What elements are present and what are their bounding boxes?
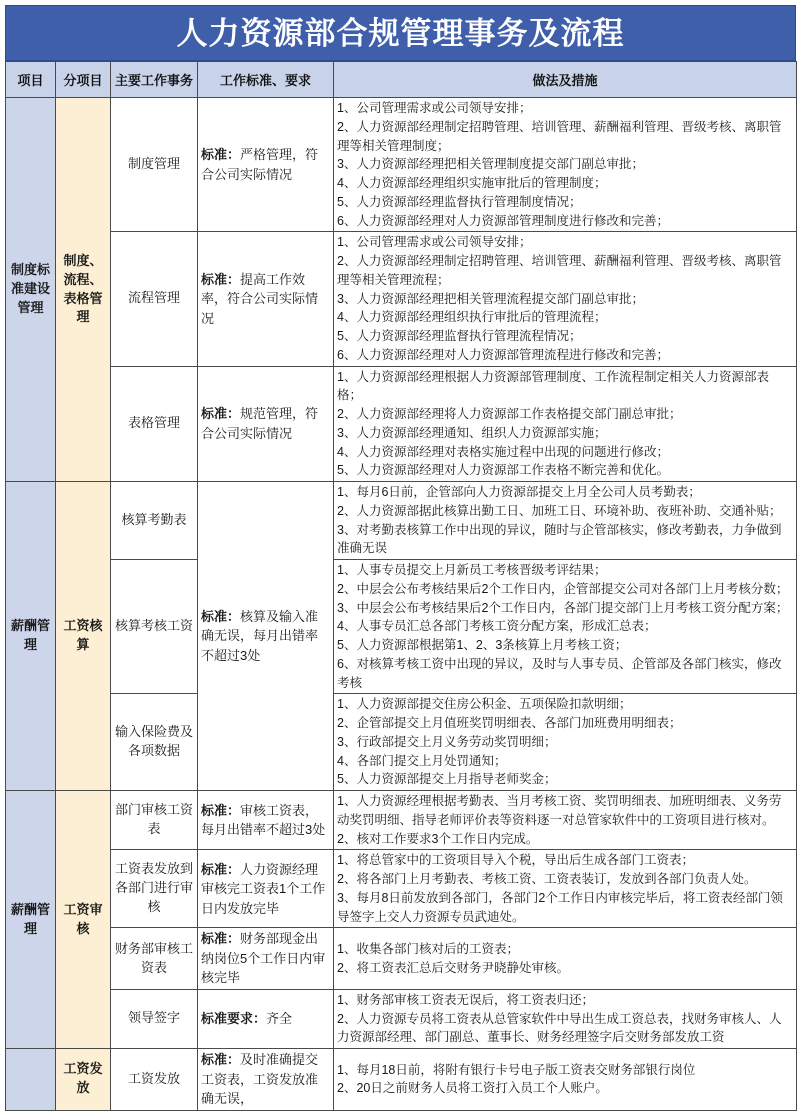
action-line: 5、人力资源部经理监督执行管理流程情况； [337,329,582,343]
action-line: 2、人力资源部经理将人力资源部工作表格提交部门副总审批； [337,407,682,421]
table-row [6,482,797,560]
column-header-actions: 做法及措施 [334,62,797,98]
action-line: 3、人力资源部经理把相关管理制度提交部门副总审批； [337,157,644,172]
action-line: 1、公司管理需求或公司领导安排； [337,235,532,250]
action-line: 2、20日之前财务人员将工资打入员工个人账户。 [337,1081,608,1096]
table-row [6,560,797,694]
cell-subitem-category: 制度、流程、表格管理 [56,98,111,482]
column-header-item: 项目 [6,62,56,98]
action-line: 2、企管部提交上月值班奖罚明细表、各部门加班费用明细表； [337,716,682,730]
cell-task: 输入保险费及各项数据 [111,694,198,791]
action-line: 4、人力资源部经理组织实施审批后的管理制度； [337,176,607,190]
table-row [6,98,797,232]
standard-label: 标准： [201,1052,241,1067]
column-header-standard: 工作标准、要求 [198,62,334,98]
table-header [6,62,797,98]
cell-standard [198,232,334,366]
cell-standard [198,366,334,482]
action-line: 1、人事专员提交上月新员工考核晋级考评结果； [337,563,607,577]
column-header-task: 主要工作事务 [111,62,198,98]
cell-task: 核算考勤表 [111,482,198,560]
standard-text: 严格管理，符合公司实际情况 [201,147,319,182]
standard-text: 齐全 [266,1011,293,1027]
cell-item-category: 薪酬管理 [6,791,56,1049]
cell-actions [334,928,797,990]
table-header-row [6,62,797,98]
action-line: 3、人力资源部经理把相关管理流程提交部门副总审批； [337,291,644,306]
cell-task: 流程管理 [111,232,198,366]
action-line: 1、人力资源经理根据考勤表、当月考核工资、奖罚明细表、加班明细表、义务劳动奖罚明细、指导老师评价表等资料逐一对总管家软件中的工资项目进行核对。 [337,794,782,827]
action-line: 1、将总管家中的工资项目导入个税，导出后生成各部门工资表； [337,853,694,868]
cell-task: 表格管理 [111,366,198,482]
standard-text: 核算及输入准确无误，每月出错率不超过3处 [201,608,319,663]
standard-text: 及时准确提交工资表，工资发放准确无误， [201,1052,319,1106]
action-line: 3、中层会公布考核结果后2个工作日内，各部门提交部门上月考核工资分配方案； [337,600,789,615]
action-line: 1、人力资源部提交住房公积金、五项保险扣款明细； [337,697,632,712]
standard-text: 人力资源经理审核完工资表1个工作日内发放完毕 [201,861,326,916]
action-line: 2、人力资源部经理制定招聘管理、培训管理、薪酬福利管理、晋级考核、离职管理等相关管理制度； [337,119,782,153]
cell-actions [334,989,797,1048]
standard-label: 标准： [201,861,241,877]
cell-subitem-category: 工资发放 [56,1049,111,1111]
cell-task: 财务部审核工资表 [111,928,198,990]
cell-actions [334,1049,797,1111]
standard-label: 标准： [201,802,241,818]
action-line: 4、人力资源部经理对表格实施过程中出现的问题进行修改； [337,444,669,459]
action-line: 2、中层会公布考核结果后2个工作日内，企管部提交公司对各部门上月考核分数； [337,581,789,596]
table-row [6,791,797,850]
standard-label: 标准： [201,406,241,422]
table-row [6,694,797,791]
cell-standard [198,850,334,928]
action-line: 1、财务部审核工资表无误后，将工资表归还； [337,992,594,1007]
action-line: 2、人力资源部据此核算出勤工日、加班工日、环境补助、夜班补助、交通补贴； [337,503,782,518]
action-line: 3、对考勤表核算工作中出现的异议，随时与企管部核实，修改考勤表，力争做到准确无误 [337,522,782,556]
cell-item-category: 制度标准建设管理 [6,98,56,482]
standard-label: 标准： [201,931,241,947]
table-row [6,1049,797,1111]
cell-task: 工资表发放到各部门进行审核 [111,850,198,928]
action-line: 6、人力资源部经理对人力资源部管理制度进行修改和完善； [337,213,669,228]
action-line: 3、每月8日前发放到各部门，各部门2个工作日内审核完毕后，将工资表经部门领导签字上交人力资源专员武迪处。 [337,890,783,924]
standard-text: 提高工作效率，符合公司实际情况 [201,271,319,326]
table-row [6,366,797,482]
compliance-process-table [5,61,797,1111]
cell-actions [334,694,797,791]
cell-item-category [6,1049,56,1111]
cell-standard [198,791,334,850]
action-line: 2、将各部门上月考勤表、考核工资、工资表装订，发放到各部门负责人处。 [337,872,757,886]
table-row [6,232,797,366]
action-line: 4、人事专员汇总各部门考核工资分配方案，形成汇总表； [337,619,657,634]
action-line: 5、人力资源部经理监督执行管理制度情况； [337,194,582,209]
cell-task: 核算考核工资 [111,560,198,694]
document-title: 人力资源部合规管理事务及流程 [176,15,625,51]
cell-task: 工资发放 [111,1049,198,1111]
action-line: 1、人力资源部经理根据人力资源部管理制度、工作流程制定相关人力资源部表格； [337,369,769,403]
cell-standard [198,98,334,232]
column-header-subitem: 分项目 [56,62,111,98]
cell-actions [334,98,797,232]
cell-actions [334,232,797,366]
table-row [6,928,797,990]
cell-task: 部门审核工资表 [111,791,198,850]
cell-subitem-category: 工资审核 [56,791,111,1049]
standard-text: 审核工资表，每月出错率不超过3处 [201,802,326,838]
document-title-bar [5,5,796,61]
cell-standard [198,482,334,791]
cell-actions [334,560,797,694]
action-line: 1、收集各部门核对后的工资表； [337,941,519,956]
action-line: 2、核对工作要求3个工作日内完成。 [337,831,539,846]
action-line: 6、对核算考核工资中出现的异议，及时与人事专员、企管部及各部门核实，修改考核 [337,656,782,690]
action-line: 6、人力资源部经理对人力资源部管理流程进行修改和完善； [337,347,669,362]
action-line: 2、将工资表汇总后交财务尹晓静处审核。 [337,960,569,975]
cell-actions [334,850,797,928]
cell-standard [198,1049,334,1111]
action-line: 2、人力资源专员将工资表从总管家软件中导出生成工资总表，找财务审核人、人力资源部经理、部门副总、董事长、财务经理签字后交财务部发放工资 [337,1011,782,1045]
table-row [6,989,797,1048]
standard-text: 规范管理，符合公司实际情况 [201,406,319,441]
action-line: 3、行政部提交上月义务劳动奖罚明细； [337,734,557,749]
standard-label: 标准： [201,271,241,287]
action-line: 1、每月6日前，企管部向人力资源部提交上月全公司人员考勤表； [337,485,701,499]
cell-subitem-category: 工资核算 [56,482,111,791]
cell-item-category: 薪酬管理 [6,482,56,791]
table-row [6,850,797,928]
action-line: 2、人力资源部经理制定招聘管理、培训管理、薪酬福利管理、晋级考核、离职管理等相关管理流程； [337,254,782,287]
action-line: 1、每月18日前，将附有银行卡号电子版工资表交财务部银行岗位 [337,1062,696,1077]
action-line: 5、人力资源部提交上月指导老师奖金； [337,772,557,787]
action-line: 5、人力资源部根据第1、2、3条核算上月考核工资； [337,638,628,652]
table-body [6,98,797,1111]
action-line: 4、各部门提交上月处罚通知； [337,753,507,768]
cell-task: 制度管理 [111,98,198,232]
standard-label: 标准要求： [201,1011,267,1027]
cell-standard [198,989,334,1048]
cell-standard [198,928,334,990]
action-line: 4、人力资源部经理组织执行审批后的管理流程； [337,310,607,325]
cell-actions [334,791,797,850]
cell-actions [334,366,797,482]
cell-task: 领导签字 [111,989,198,1048]
standard-label: 标准： [201,608,241,624]
action-line: 1、公司管理需求或公司领导安排； [337,101,532,115]
standard-text: 财务部现金出纳岗位5个工作日内审核完毕 [201,931,326,986]
standard-label: 标准： [201,147,241,163]
action-line: 5、人力资源部经理对人力资源部工作表格不断完善和优化。 [337,463,669,478]
cell-actions [334,482,797,560]
action-line: 3、人力资源部经理通知、组织人力资源部实施； [337,425,607,440]
